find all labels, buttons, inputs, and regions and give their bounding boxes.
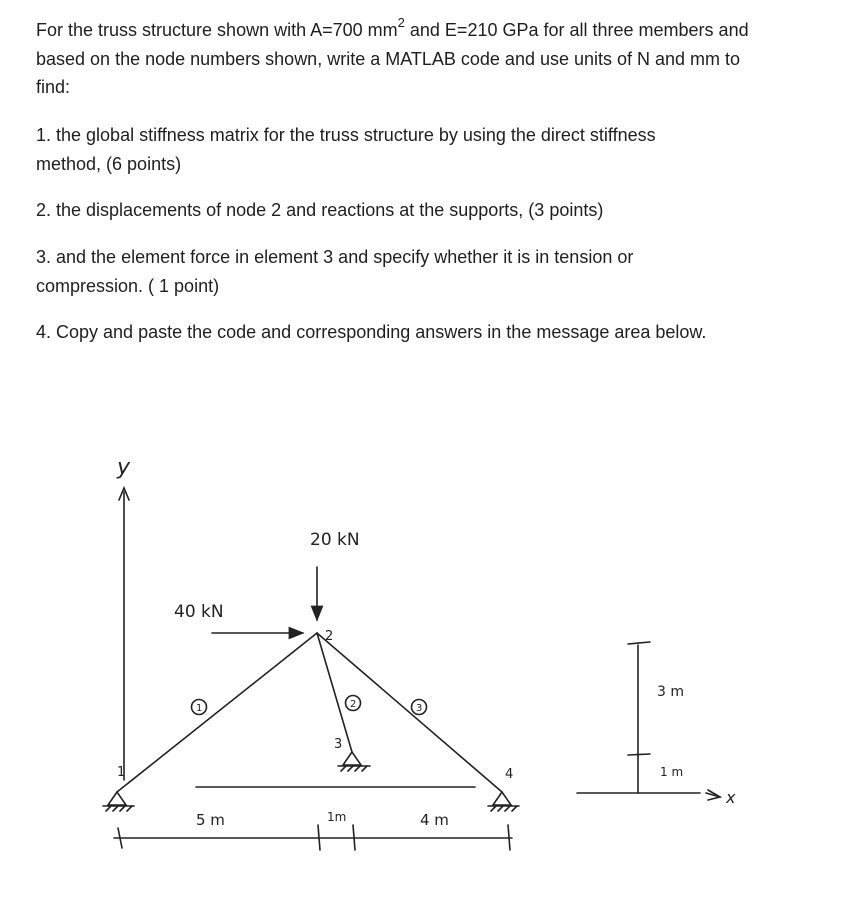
problem-item-1: 1. the global stiffness matrix for the truss structure by using the direct stiffness method, (6 points) [36,125,656,174]
node-4-label: 4 [505,767,514,782]
support-node-4 [488,792,519,811]
problem-item-3: 3. and the element force in element 3 and specify whether it is in tension or compression. ( 1 point) [36,247,634,296]
dim-height-upper-label: 3 m [657,684,684,700]
dim-middle-label: 1m [327,810,347,824]
intro-text-2: and E=210 GPa for all three members and based on the node numbers shown, write a MATLAB code and use units of N and mm to find: [36,20,749,97]
problem-item-2: 2. the displacements of node 2 and reactions at the supports, (3 points) [36,200,604,220]
y-axis-label: y [117,455,131,480]
x-axis-label: x [726,788,736,807]
support-node-1 [103,792,134,811]
intro-text-1: For the truss structure shown with A=700 mm [36,20,398,40]
load-40kn-label: 40 kN [174,602,224,622]
node-2-label: 2 [325,629,334,644]
node-3-label: 3 [334,737,343,752]
element-1-label: 1 [196,703,203,714]
intro-superscript: 2 [397,15,405,30]
problem-item-4: 4. Copy and paste the code and corresponding answers in the message area below. [36,322,707,342]
element-2-label: 2 [350,699,357,710]
dim-height-lower-label: 1 m [660,765,684,779]
element-3-label: 3 [416,703,423,714]
member-2 [317,633,352,752]
member-1 [117,633,317,792]
load-20kn-label: 20 kN [310,530,360,550]
dim-left-label: 5 m [196,811,225,829]
node-1-label: 1 [117,765,126,780]
support-node-3 [338,752,370,771]
dim-right-label: 4 m [420,811,449,829]
